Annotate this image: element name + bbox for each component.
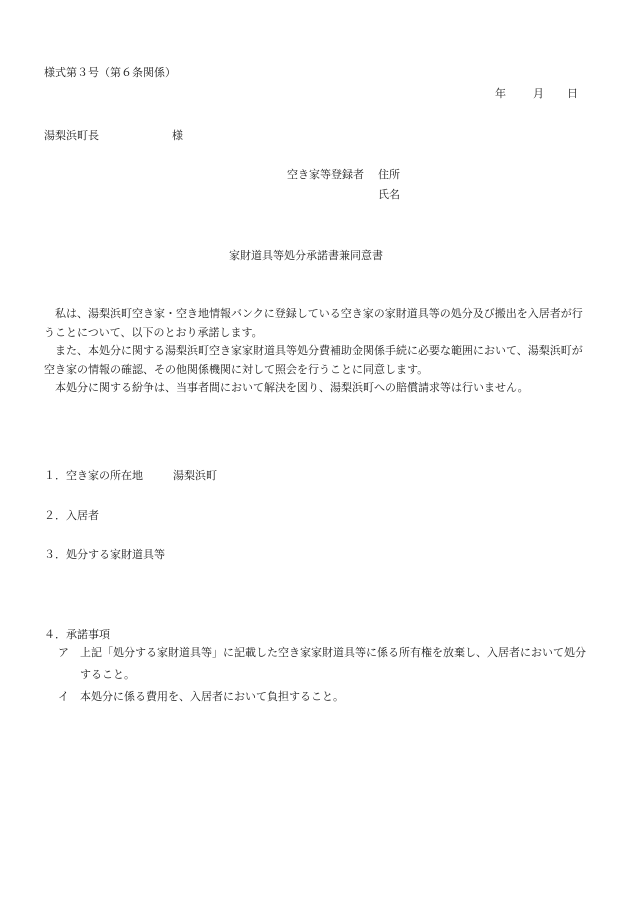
- consent-list: [58, 642, 588, 708]
- body-paragraph-3: 本処分に関する紛争は、当事者間において解決を図り、湯梨浜町への賠償請求等は行いません。: [55, 381, 529, 394]
- consent-item-mark: ア: [58, 646, 69, 659]
- addressee-honorific: 様: [172, 129, 183, 142]
- applicant-name-label: 氏名: [378, 188, 400, 201]
- applicant-address-label: 住所: [378, 168, 400, 181]
- item-disposal-goods-label: ３．処分する家財道具等: [44, 548, 165, 561]
- document-title: 家財道具等処分承諾書兼同意書: [229, 249, 383, 262]
- date-day-label: 日: [567, 87, 578, 100]
- date-year-label: 年: [495, 87, 506, 100]
- body-text: [44, 305, 589, 398]
- body-paragraph-1: 私は、湯梨浜町空き家・空き地情報バンクに登録している空き家の家財道具等の処分及び搬出を入居者が行うことについて、以下のとおり承諾します。: [44, 307, 583, 339]
- consent-item-mark: イ: [58, 690, 69, 703]
- addressee-name: 湯梨浜町長: [44, 129, 99, 142]
- consent-item: [58, 686, 588, 708]
- item-tenant-label: ２．入居者: [44, 509, 99, 522]
- form-number: 様式第３号（第６条関係）: [44, 66, 176, 79]
- item-consent-heading: ４．承諾事項: [44, 628, 110, 641]
- consent-item-text: 上記「処分する家財道具等」に記載した空き家家財道具等に係る所有権を放棄し、入居者において処分すること。: [80, 646, 586, 681]
- body-paragraph-2: また、本処分に関する湯梨浜町空き家家財道具等処分費補助金関係手続に必要な範囲において、湯梨浜町が空き家の情報の確認、その他関係機関に対して照会を行うことに同意します。: [44, 344, 583, 376]
- consent-item: [58, 642, 588, 686]
- applicant-role: 空き家等登録者: [287, 168, 364, 181]
- item-location-value: 湯梨浜町: [173, 469, 217, 482]
- date-month-label: 月: [533, 87, 544, 100]
- consent-item-text: 本処分に係る費用を、入居者において負担すること。: [80, 690, 344, 703]
- item-location-label: １．空き家の所在地: [44, 469, 143, 482]
